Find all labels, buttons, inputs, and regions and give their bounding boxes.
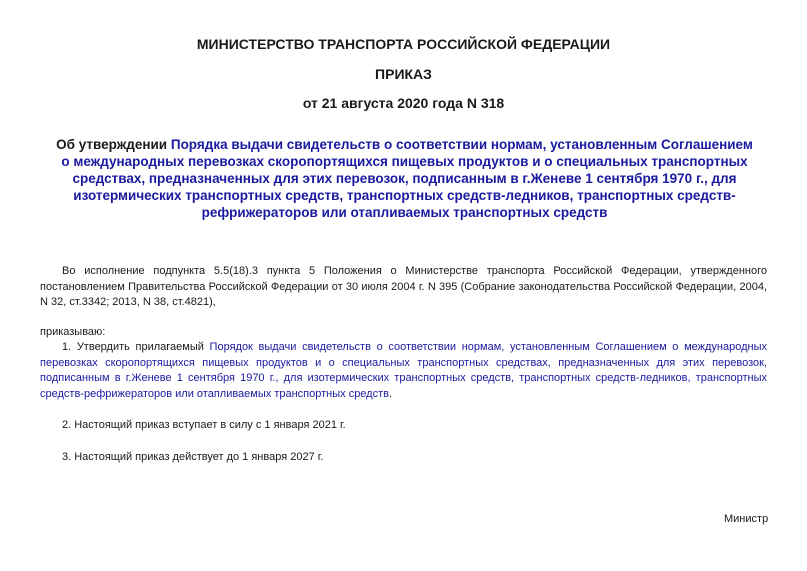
orders-word: приказываю: [40,326,106,338]
order-item-3: 3. Настоящий приказ действует до 1 января 2027 г. [62,451,324,463]
order-item-2: 2. Настоящий приказ вступает в силу с 1 января 2021 г. [62,419,346,431]
order-item-1 [40,340,767,402]
signer-position: Министр [724,513,769,525]
title-link[interactable]: Порядка выдачи свидетельств о соответствии нормам, установленным Соглашением о международных перевозках скоропортящихся пищевых продуктов и о специальных транспортных средствах, предназначенных для этих перевозок, подписанным в г.Женеве 1 сентября 1970 г., для изотермических транспортных средств, транспортных средств-ледников, транспортных средств-рефрижераторов или отапливаемых транспортных средств [61,137,753,220]
item1-prefix: 1. Утвердить прилагаемый [62,341,210,353]
title-prefix: Об утверждении [56,137,171,152]
item1-suffix: . [388,387,393,400]
preamble-paragraph [40,264,767,311]
item1-link[interactable]: Порядок выдачи свидетельств о соответствии нормам, установленным Соглашением о международных перевозках скоропортящихся пищевых продуктов и о специальных транспортных средствах, предназначенных для этих перевозок, подписанным в г.Женеве 1 сентября 1970 г., для изотермических транспортных средств, транспортных средств-ледников, транспортных средств-рефрижераторов или отапливаемых транспортных средств [40,341,767,400]
ministry-heading: МИНИСТЕРСТВО ТРАНСПОРТА РОССИЙСКОЙ ФЕДЕРАЦИИ [196,36,611,52]
document-type: ПРИКАЗ [375,66,432,82]
document-title [52,136,757,221]
preamble-text: Во исполнение подпункта 5.5(18).3 пункта 5 Положения о Министерстве транспорта Российской Федерации, утвержденного постановлением Правительства Российской Федерации от 30 июля 2004 г. N 395 (Собрание законодательства Российской Федерации, 2004, N 32, ст.3342; 2013, N 38, ст.4821), [40,265,767,308]
document-date-number: от 21 августа 2020 года N 318 [302,95,505,111]
